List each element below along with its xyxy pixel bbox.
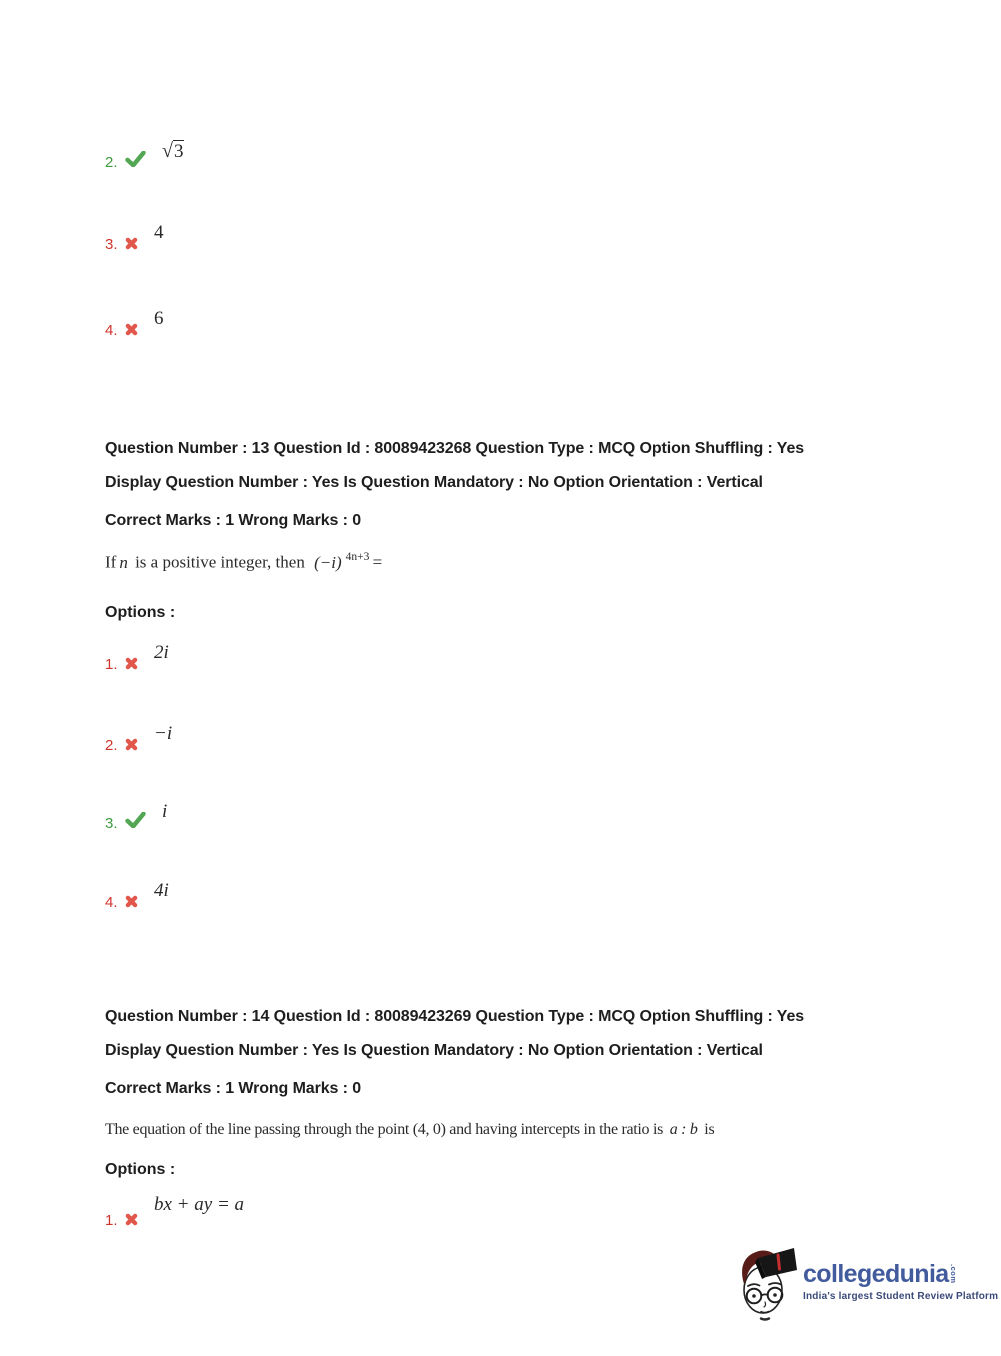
cross-icon [125, 895, 138, 908]
question-meta-line: Correct Marks : 1 Wrong Marks : 0 [105, 1080, 362, 1097]
collegedunia-logo[interactable] [736, 1246, 998, 1326]
option-value: −i [154, 723, 173, 744]
options-label: Options : [105, 1161, 176, 1178]
option-value: bx + ay = a [154, 1194, 245, 1215]
brand-domain: .com [949, 1264, 959, 1284]
option-value: 2i [154, 642, 169, 663]
option-number: 3. [105, 236, 118, 253]
check-icon [125, 812, 146, 828]
question-text-part: The equation of the line passing through the point (4, 0) and having intercepts in the ratio is [105, 1121, 664, 1138]
option-row [105, 308, 164, 339]
cross-icon [125, 323, 138, 336]
option-value: 4 [154, 222, 164, 243]
option-row [105, 880, 169, 911]
option-value: i [162, 801, 168, 822]
options-label: Options : [105, 604, 176, 621]
option-number: 2. [105, 737, 118, 754]
math-expression: (−i) $^{4n+3}$ [314, 551, 370, 572]
option-row [105, 723, 172, 754]
option-number: 1. [105, 656, 118, 673]
option-row [105, 801, 167, 832]
question-meta-line: Display Question Number : Yes Is Question Mandatory : No Option Orientation : Vertical [105, 1042, 763, 1059]
math-variable: a : b [669, 1121, 698, 1138]
option-row [105, 222, 164, 253]
option-number: 4. [105, 322, 118, 339]
cross-icon [125, 1213, 138, 1226]
cross-icon [125, 738, 138, 751]
option-value: √3 [162, 140, 184, 162]
question-text-part: = [372, 552, 383, 572]
option-row [105, 140, 184, 171]
check-icon [125, 151, 146, 167]
question-text-part: If [105, 552, 117, 572]
math-exponent: 4n+3 [345, 551, 370, 563]
question-meta-line: Question Number : 13 Question Id : 80089423268 Question Type : MCQ Option Shuffling : Yes [105, 440, 805, 457]
question-text-part: is [704, 1121, 715, 1138]
question-text [105, 552, 382, 573]
option-number: 2. [105, 154, 118, 171]
option-row [105, 1194, 244, 1229]
option-number: 4. [105, 894, 118, 911]
brand-name: collegedunia [803, 1260, 949, 1288]
math-variable: n [119, 552, 128, 572]
question-meta-line: Display Question Number : Yes Is Question Mandatory : No Option Orientation : Vertical [105, 474, 763, 491]
question-meta-line: Question Number : 14 Question Id : 80089423269 Question Type : MCQ Option Shuffling : Yes [105, 1008, 805, 1025]
collegedunia-mascot-icon [736, 1246, 798, 1326]
cross-icon [125, 657, 138, 670]
brand-tagline: India's largest Student Review Platform [803, 1291, 999, 1302]
cross-icon [125, 237, 138, 250]
question-text [105, 1121, 714, 1139]
option-number: 1. [105, 1212, 118, 1229]
question-meta-line: Correct Marks : 1 Wrong Marks : 0 [105, 512, 362, 529]
option-row [105, 642, 169, 673]
logo-text-block [803, 1262, 998, 1326]
option-value: 4i [154, 880, 169, 901]
option-number: 3. [105, 815, 118, 832]
option-value: 6 [154, 308, 164, 329]
question-text-part: is a positive integer, then [135, 552, 305, 572]
